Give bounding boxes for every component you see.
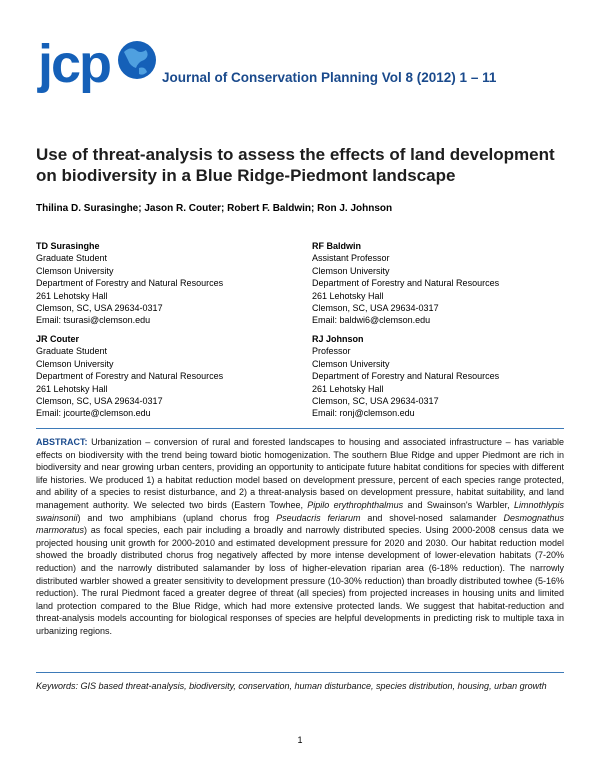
affiliation-block xyxy=(36,333,223,420)
affiliation-line: 261 Lehotsky Hall xyxy=(36,383,108,394)
affiliation-email[interactable]: Email: jcourte@clemson.edu xyxy=(36,408,151,419)
abstract-text: and Swainson's Warbler, xyxy=(403,499,514,510)
affiliation-block xyxy=(36,240,223,327)
journal-line: Journal of Conservation Planning Vol 8 (2012) 1 – 11 xyxy=(162,70,497,85)
abstract-text: and shovel-nosed salamander xyxy=(360,512,504,523)
keywords: Keywords: GIS based threat-analysis, biodiversity, conservation, human disturbance, species distribution, housing, urban growth xyxy=(36,681,547,691)
species-name: Pipilo erythrophthalmus xyxy=(307,499,404,510)
logo-text: jcp xyxy=(38,34,111,94)
affiliation-line: Department of Forestry and Natural Resources xyxy=(36,371,224,382)
species-name: Desmognathus marmoratus xyxy=(36,512,565,536)
affiliation-line: Clemson, SC, USA 29634-0317 xyxy=(312,396,439,407)
journal-logo xyxy=(36,32,158,104)
abstract-text: ) and two amphibians (upland chorus frog xyxy=(77,512,277,523)
abstract-text: ) as focal species, each pair including a broadly and narrowly distributed species. Using 2000-2008 census data we projected housing unit growth for 2000-2010 and estimated development pressure for 2020 and 2030. Our habitat reduction model showed the broadly distributed chorus frog negatively affected by more intense development of lower-elevation habitats (7-20% reduction) and the narrowly distributed salamander by loss of higher-elevation riparian area (6-18% reduction). The narrowly distributed warbler showed a greater sensitivity to development pressure (10-30% reduction) than broadly distributed towhee (5-16% reduction). The rural Piedmont faced a greater degree of threat (all species) from projected increases in housing units and limited land protection compared to the Blue Ridge, which had more extensive protected lands. We suggest that habitat-reduction and threat-analysis models accounting for biological responses of species are helpful developments in predicting risk to multiple taxa in urbanizing regions. xyxy=(36,525,564,636)
affiliation-line: Professor xyxy=(312,346,351,357)
affiliation-line: Department of Forestry and Natural Resources xyxy=(36,278,224,289)
species-name: Limnothlypis swainsonii xyxy=(36,499,564,523)
affiliation-email[interactable]: Email: baldwi6@clemson.edu xyxy=(312,315,431,326)
affiliation-line: Clemson, SC, USA 29634-0317 xyxy=(312,303,439,314)
abstract xyxy=(36,436,564,638)
affiliation-line: Clemson University xyxy=(312,265,390,276)
affiliation-line: Assistant Professor xyxy=(312,253,390,264)
affiliation-name: JR Couter xyxy=(36,334,80,344)
species-name: Pseudacris feriarum xyxy=(276,512,361,523)
affiliation-block xyxy=(312,240,499,327)
affiliation-line: Department of Forestry and Natural Resources xyxy=(312,278,500,289)
affiliation-line: Graduate Student xyxy=(36,253,108,264)
affiliation-email[interactable]: Email: tsurasi@clemson.edu xyxy=(36,315,151,326)
page-number: 1 xyxy=(297,735,303,745)
affiliation-email[interactable]: Email: ronj@clemson.edu xyxy=(312,408,415,419)
affiliation-block xyxy=(312,333,499,420)
abstract-text: Urbanization – conversion of rural and forested landscapes to housing and associated infrastructure – has variable effects on biodiversity with the trend being toward biotic homogenization. The southern Blue Ridge and upper Piedmont are rich in biodiversity and near growing urban centers, providing an opportunity to anticipate future habitat conditions for species with different life histories. We produced 1) a habitat reduction model based on development pressure, percent of each species range protected, and ability of a species to resist disturbance, and 2) a threat-analysis based on development pressure, habitat suitability, and land management authority. We selected two birds (Eastern Towhee, xyxy=(36,437,564,510)
paper-title: Use of threat-analysis to assess the effects of land development on biodiversity in a Blue Ridge-Piedmont landscape xyxy=(36,145,555,185)
affiliation-line: 261 Lehotsky Hall xyxy=(312,290,384,301)
abstract-label: ABSTRACT: xyxy=(36,437,88,447)
affiliation-line: Clemson University xyxy=(36,265,114,276)
affiliation-name: TD Surasinghe xyxy=(36,241,100,251)
affiliation-line: 261 Lehotsky Hall xyxy=(36,290,108,301)
affiliation-line: Clemson, SC, USA 29634-0317 xyxy=(36,303,163,314)
affiliation-line: Department of Forestry and Natural Resources xyxy=(312,371,500,382)
author-list: Thilina D. Surasinghe; Jason R. Couter; Robert F. Baldwin; Ron J. Johnson xyxy=(36,203,393,214)
affiliation-line: Clemson University xyxy=(36,358,114,369)
affiliation-line: Clemson University xyxy=(312,358,390,369)
affiliation-line: 261 Lehotsky Hall xyxy=(312,383,384,394)
affiliation-name: RF Baldwin xyxy=(312,241,361,251)
affiliation-line: Clemson, SC, USA 29634-0317 xyxy=(36,396,163,407)
affiliation-name: RJ Johnson xyxy=(312,334,364,344)
section-divider xyxy=(36,672,564,673)
affiliation-line: Graduate Student xyxy=(36,346,108,357)
section-divider xyxy=(36,428,564,429)
